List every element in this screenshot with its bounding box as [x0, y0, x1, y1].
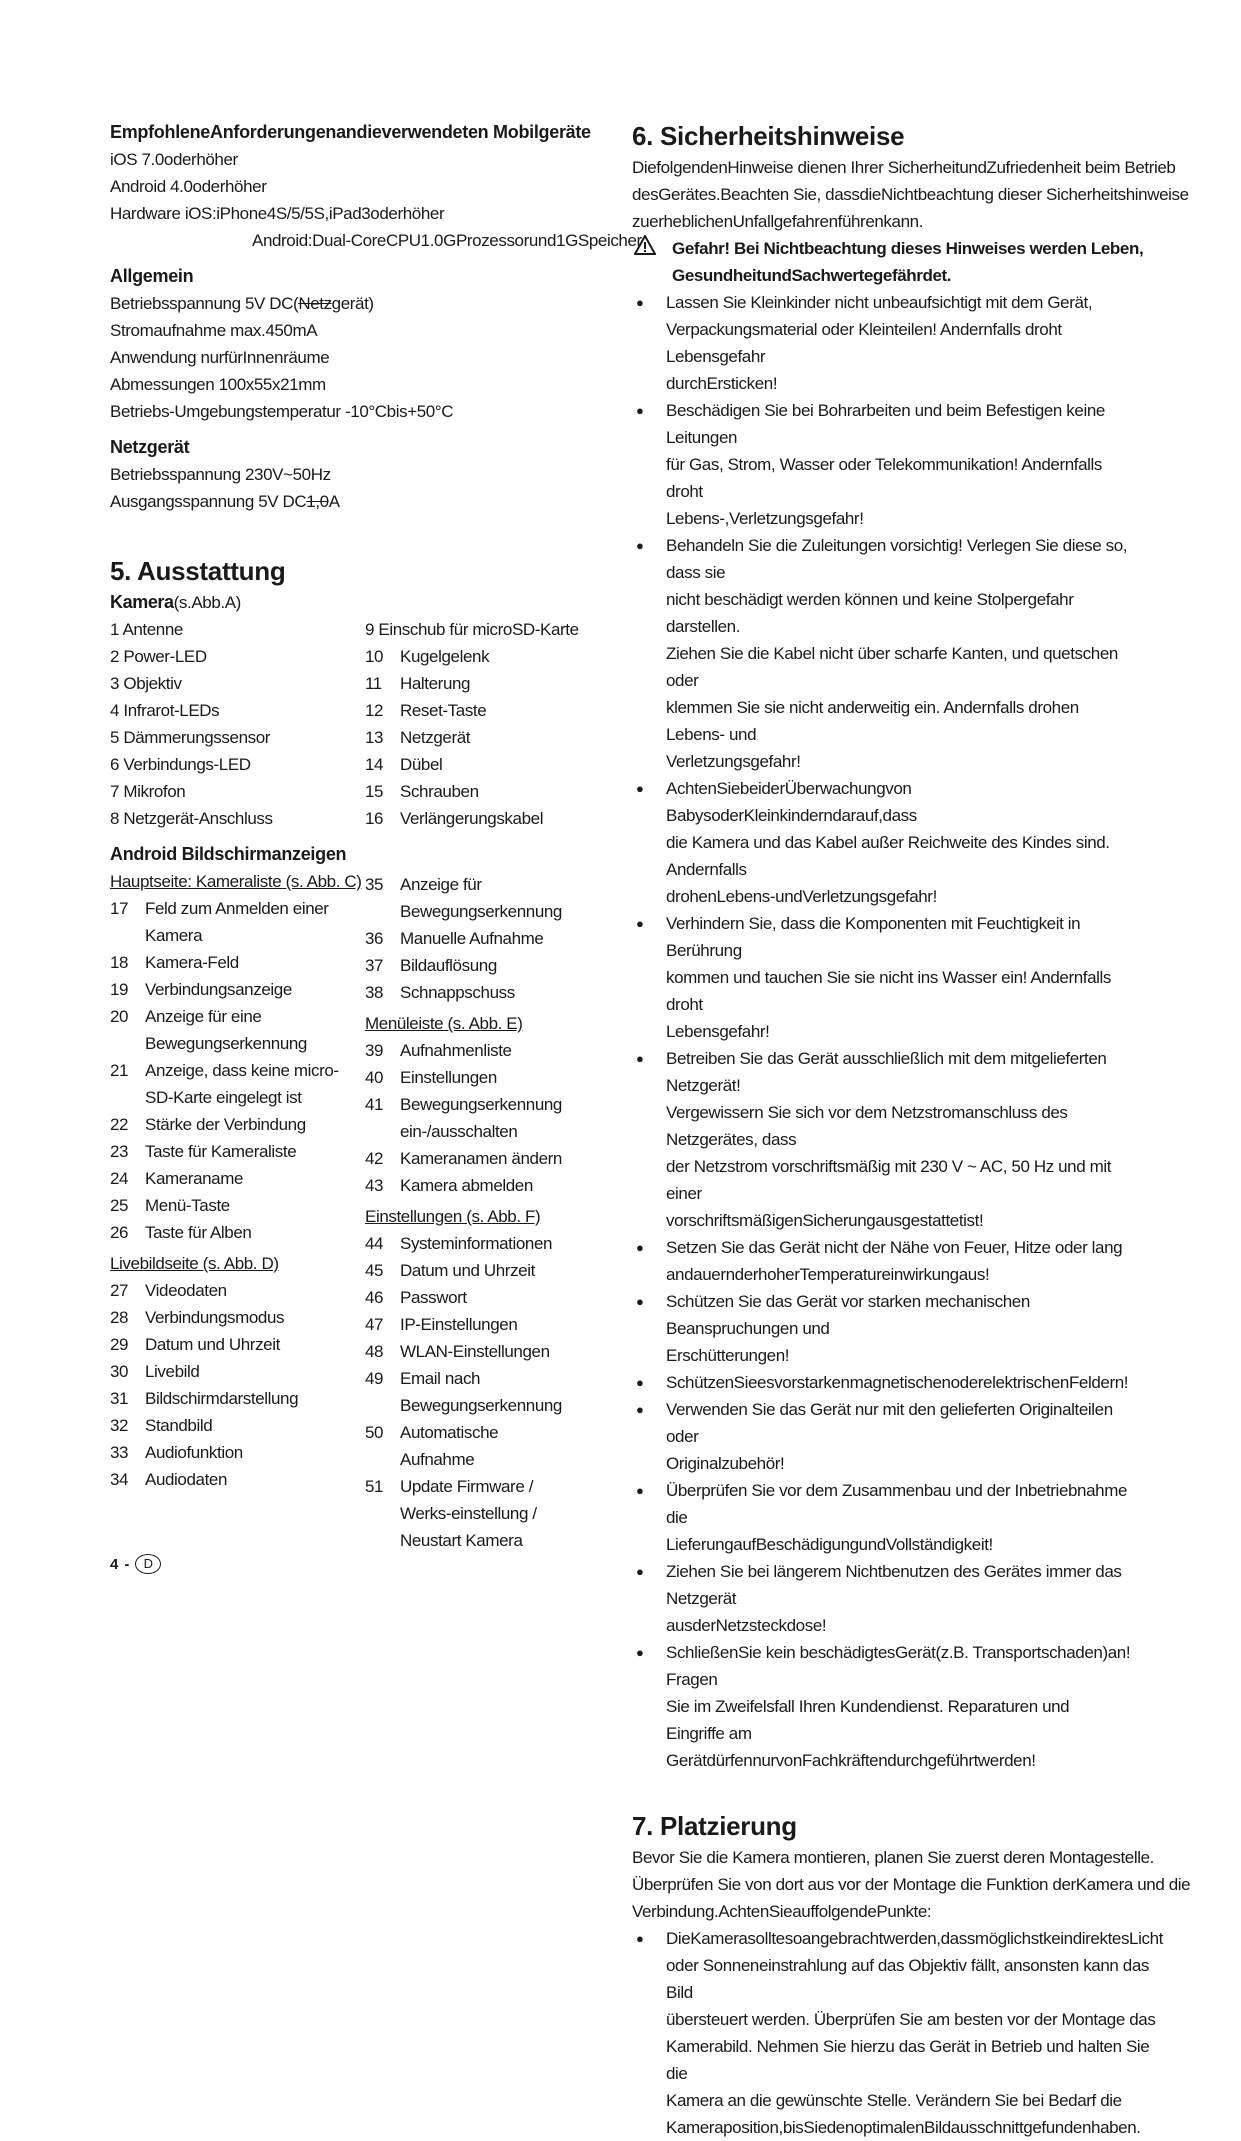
list-item: [365, 1091, 565, 1145]
list-item: [110, 1466, 345, 1493]
list-item: [110, 1358, 345, 1385]
item-text: Anzeige für eine Bewegungserkennung: [145, 1007, 307, 1053]
einstellungen-label: Einstellungen (s. Abb. F): [365, 1207, 541, 1226]
bullet-line: kommen und tauchen Sie sie nicht ins Wasser ein! Andernfalls droht: [666, 968, 1112, 1014]
item-number: 26: [110, 1223, 129, 1242]
bullet-text: [666, 1396, 1132, 1477]
bullet-text: [666, 1234, 1132, 1288]
item-number: 19: [110, 980, 129, 999]
item-number: 44: [365, 1234, 384, 1253]
bullet-dot-icon: ●: [636, 916, 644, 931]
list-item: 3 Objektiv: [110, 674, 182, 693]
left-column: [110, 118, 642, 1554]
bullet-line: Vergewissern Sie sich vor dem Netzstromanschluss des Netzgerätes, dass: [666, 1103, 1068, 1149]
list-item: [110, 1138, 345, 1165]
bullet-line: Kamera an die gewünschte Stelle. Verändern Sie bei Bedarf die: [666, 2091, 1122, 2110]
item-number: 12: [365, 701, 384, 720]
item-number: 29: [110, 1335, 129, 1354]
bullet-dot-icon: ●: [636, 1294, 644, 1309]
item-text: Reset-Taste: [400, 701, 487, 720]
list-item: [110, 1057, 345, 1111]
netzgeraet-heading: Netzgerät: [110, 437, 190, 457]
warning-triangle-icon: [632, 235, 672, 289]
safety-bullet: [632, 1045, 1132, 1234]
item-text: Automatische Aufnahme: [400, 1423, 499, 1469]
item-text: Stärke der Verbindung: [145, 1115, 306, 1134]
android-screens: [110, 840, 610, 1554]
bullet-line: Setzen Sie das Gerät nicht der Nähe von Feuer, Hitze oder lang: [666, 1238, 1123, 1257]
item-number: 15: [365, 782, 384, 801]
item-number: 17: [110, 899, 129, 918]
bullet-line: Betreiben Sie das Gerät ausschließlich mit dem mitgelieferten Netzgerät!: [666, 1049, 1107, 1095]
item-number: 16: [365, 809, 384, 828]
item-number: 43: [365, 1176, 384, 1195]
bullet-line: Lebens-,Verletzungsgefahr!: [666, 509, 864, 528]
item-text: IP-Einstellungen: [400, 1315, 518, 1334]
item-number: 42: [365, 1149, 384, 1168]
bullet-line: Kamerabild. Nehmen Sie hierzu das Gerät in Betrieb und halten Sie die: [666, 2037, 1150, 2083]
paragraph-line: zuerheblichenUnfallgefahrenführenkann.: [632, 212, 924, 231]
bullet-text: [666, 910, 1132, 1045]
item-text: Kamera abmelden: [400, 1176, 533, 1195]
list-item: [110, 976, 345, 1003]
item-number: 46: [365, 1288, 384, 1307]
safety-bullet: [632, 289, 1132, 397]
item-text: Audiodaten: [145, 1470, 228, 1489]
item-number: 23: [110, 1142, 129, 1161]
list-item: [365, 1037, 565, 1064]
bullet-text: [666, 532, 1132, 775]
list-item: 4 Infrarot-LEDs: [110, 701, 220, 720]
bullet-line: klemmen Sie sie nicht anderweitig ein. Andernfalls drohen Lebens- und: [666, 698, 1079, 744]
bullet-line: Kameraposition,bisSiedenoptimalenBildausschnittgefundenhaben.: [666, 2118, 1141, 2137]
list-item: [110, 1304, 345, 1331]
bullet-dot-icon: ●: [636, 403, 644, 418]
list-item: [365, 724, 610, 751]
item-text: WLAN-Einstellungen: [400, 1342, 550, 1361]
list-item: [110, 1003, 345, 1057]
item-text: Kameraname: [145, 1169, 244, 1188]
bullet-line: DieKamerasolltesoangebrachtwerden,dassmöglichstkeindirektesLicht: [666, 1929, 1163, 1948]
safety-bullet: [632, 1396, 1132, 1477]
item-number: 18: [110, 953, 129, 972]
list-item: [365, 1064, 565, 1091]
section-5-title: 5. Ausstattung: [110, 556, 286, 586]
warning-line: GesundheitundSachwertegefährdet.: [672, 266, 952, 285]
requirement-line: iOS 7.0oderhöher: [110, 150, 238, 169]
item-number: 45: [365, 1261, 384, 1280]
kamera-parts-right: [365, 616, 610, 832]
safety-bullet: [632, 1369, 1132, 1396]
list-item: [365, 1419, 575, 1473]
right-column: [632, 118, 1191, 2141]
bullet-dot-icon: ●: [636, 295, 644, 310]
android-screens-right: [365, 840, 610, 1554]
bullet-line: Beschädigen Sie bei Bohrarbeiten und beim Befestigen keine Leitungen: [666, 401, 1105, 447]
bullet-line: GerätdürfennurvonFachkräftendurchgeführtwerden!: [666, 1751, 1036, 1770]
list-item: [365, 643, 610, 670]
bullet-line: für Gas, Strom, Wasser oder Telekommunikation! Andernfalls droht: [666, 455, 1102, 501]
placement-bullet: [632, 1925, 1163, 2141]
item-number: 33: [110, 1443, 129, 1462]
item-number: 40: [365, 1068, 384, 1087]
bullet-text: [666, 1558, 1132, 1639]
paragraph-line: desGerätes.Beachten Sie, dassdieNichtbeachtung dieser Sicherheitshinweise: [632, 185, 1189, 204]
list-item: [110, 1439, 345, 1466]
bullet-line: AchtenSiebeiderÜberwachungvon BabysoderKleinkinderndarauf,dass: [666, 779, 917, 825]
item-number: 37: [365, 956, 384, 975]
item-text: Verbindungsanzeige: [145, 980, 292, 999]
spec-line: Abmessungen 100x55x21mm: [110, 375, 326, 394]
item-text: Schnappschuss: [400, 983, 515, 1002]
safety-bullet: [632, 1234, 1132, 1288]
bullet-dot-icon: ●: [636, 1931, 644, 1946]
list-item: [110, 1165, 345, 1192]
item-number: 48: [365, 1342, 384, 1361]
list-item: [365, 1473, 575, 1554]
list-item: [365, 670, 610, 697]
bullet-line: Verhindern Sie, dass die Komponenten mit Feuchtigkeit in Berührung: [666, 914, 1081, 960]
list-item: 9 Einschub für microSD-Karte: [365, 620, 579, 639]
list-item: 1 Antenne: [110, 620, 183, 639]
item-text: Verlängerungskabel: [400, 809, 544, 828]
danger-warning: [632, 235, 1144, 289]
item-number: 47: [365, 1315, 384, 1334]
list-item: [365, 1145, 565, 1172]
safety-bullet: [632, 1477, 1132, 1558]
bullet-line: Originalzubehör!: [666, 1454, 785, 1473]
item-text: Verbindungsmodus: [145, 1308, 285, 1327]
list-item: [365, 1257, 575, 1284]
item-text: Menü-Taste: [145, 1196, 230, 1215]
paragraph-line: DiefolgendenHinweise dienen Ihrer SicherheitundZufriedenheit beim Betrieb: [632, 158, 1176, 177]
bullet-text: [666, 397, 1132, 532]
safety-intro: [632, 154, 1189, 235]
item-text: Systeminformationen: [400, 1234, 553, 1253]
bullet-text: [666, 1288, 1132, 1369]
list-item: [110, 1277, 345, 1304]
list-item: [365, 1230, 575, 1257]
page-footer: [110, 1554, 161, 1574]
item-text: Netzgerät: [400, 728, 471, 747]
safety-bullet: [632, 910, 1132, 1045]
safety-bullet: [632, 397, 1132, 532]
list-item: [365, 778, 610, 805]
item-number: 10: [365, 647, 384, 666]
list-item: 6 Verbindungs-LED: [110, 755, 251, 774]
allgemein-heading: Allgemein: [110, 266, 194, 286]
section-6-title: 6. Sicherheitshinweise: [632, 121, 905, 151]
item-number: 11: [365, 674, 382, 693]
warning-line: Gefahr! Bei Nichtbeachtung dieses Hinweises werden Leben,: [672, 239, 1144, 258]
list-item: [365, 871, 565, 925]
item-text: Passwort: [400, 1288, 467, 1307]
bullet-text: [666, 1369, 1132, 1396]
item-number: 49: [365, 1369, 384, 1388]
kamera-heading: Kamera(s.Abb.A): [110, 592, 241, 612]
item-number: 14: [365, 755, 384, 774]
item-text: Videodaten: [145, 1281, 227, 1300]
item-text: Anzeige für Bewegungserkennung: [400, 875, 562, 921]
bullet-line: Lebensgefahr!: [666, 1022, 770, 1041]
android-heading: Android Bildschirmanzeigen: [110, 844, 347, 864]
item-number: 20: [110, 1007, 129, 1026]
list-item: [365, 1311, 575, 1338]
item-text: Standbild: [145, 1416, 213, 1435]
bullet-line: drohenLebens-undVerletzungsgefahr!: [666, 887, 937, 906]
item-text: Email nach Bewegungserkennung: [400, 1369, 562, 1415]
item-number: 36: [365, 929, 384, 948]
item-number: 32: [110, 1416, 129, 1435]
requirements-android-hw: Android:Dual-CoreCPU1.0GProzessorund1GSpeicher: [252, 231, 642, 250]
bullet-line: vorschriftsmäßigenSicherungausgestattetist!: [666, 1211, 984, 1230]
bullet-dot-icon: ●: [636, 1402, 644, 1417]
item-number: 13: [365, 728, 384, 747]
netzgeraet-input: Betriebsspannung 230V~50Hz: [110, 465, 331, 484]
kamera-parts-left: [110, 616, 365, 832]
bullet-line: Verletzungsgefahr!: [666, 752, 801, 771]
item-text: Bewegungserkennung ein-/ausschalten: [400, 1095, 562, 1141]
list-item: [110, 1192, 345, 1219]
item-text: Taste für Kameraliste: [145, 1142, 297, 1161]
item-text: Kugelgelenk: [400, 647, 490, 666]
item-text: Kameranamen ändern: [400, 1149, 562, 1168]
safety-bullet-list: [632, 289, 1132, 1774]
bullet-line: Sie im Zweifelsfall Ihren Kundendienst. Reparaturen und Eingriffe am: [666, 1697, 1070, 1743]
bullet-dot-icon: ●: [636, 538, 644, 553]
menueleiste-label: Menüleiste (s. Abb. E): [365, 1014, 523, 1033]
bullet-line: SchützenSieesvorstarkenmagnetischenoderelektrischenFeldern!: [666, 1373, 1129, 1392]
list-item: [365, 1284, 575, 1311]
item-text: Bildauflösung: [400, 956, 497, 975]
list-item: 8 Netzgerät-Anschluss: [110, 809, 273, 828]
item-number: 27: [110, 1281, 129, 1300]
bullet-line: übersteuert werden. Überprüfen Sie am besten vor der Montage das: [666, 2010, 1156, 2029]
language-badge: D: [135, 1554, 161, 1574]
requirement-line: Hardware iOS:iPhone4S/5/5S,iPad3oderhöher: [110, 204, 445, 223]
bullet-line: Überprüfen Sie vor dem Zusammenbau und der Inbetriebnahme die: [666, 1481, 1128, 1527]
spec-line: Stromaufnahme max.450mA: [110, 321, 318, 340]
allgemein-list: [110, 317, 610, 425]
bullet-line: Behandeln Sie die Zuleitungen vorsichtig! Verlegen Sie diese so, dass sie: [666, 536, 1128, 582]
bullet-line: SchließenSie kein beschädigtesGerät(z.B. Transportschaden)an! Fragen: [666, 1643, 1131, 1689]
item-text: Taste für Alben: [145, 1223, 252, 1242]
list-item: [110, 1412, 345, 1439]
allgemein-voltage: Betriebsspannung 5V DC(Netzgerät): [110, 294, 374, 313]
safety-bullet: [632, 775, 1132, 910]
bullet-line: Ziehen Sie die Kabel nicht über scharfe Kanten, und quetschen oder: [666, 644, 1118, 690]
item-text: Aufnahmenliste: [400, 1041, 512, 1060]
safety-bullet: [632, 532, 1132, 775]
paragraph-line: Überprüfen Sie von dort aus vor der Montage die Funktion derKamera und die: [632, 1875, 1191, 1894]
bullet-line: die Kamera und das Kabel außer Reichweite des Kindes sind. Andernfalls: [666, 833, 1110, 879]
list-item: [365, 697, 610, 724]
item-text: Datum und Uhrzeit: [400, 1261, 535, 1280]
bullet-text: [666, 775, 1132, 910]
list-item: [110, 1385, 345, 1412]
bullet-dot-icon: ●: [636, 781, 644, 796]
item-text: Manuelle Aufnahme: [400, 929, 544, 948]
page-number: 4: [110, 1555, 119, 1573]
bullet-line: andauernderhoherTemperatureinwirkungaus!: [666, 1265, 990, 1284]
item-number: 31: [110, 1389, 129, 1408]
bullet-line: ausderNetzsteckdose!: [666, 1616, 827, 1635]
item-number: 38: [365, 983, 384, 1002]
bullet-dot-icon: ●: [636, 1051, 644, 1066]
item-text: Update Firmware / Werks-einstellung / Neustart Kamera: [400, 1477, 537, 1550]
bullet-line: Schützen Sie das Gerät vor starken mechanischen Beanspruchungen und: [666, 1292, 1030, 1338]
list-item: [365, 925, 565, 952]
item-text: Anzeige, dass keine micro-SD-Karte eingelegt ist: [145, 1061, 339, 1107]
paragraph-line: Verbindung.AchtenSieauffolgendePunkte:: [632, 1902, 932, 1921]
item-text: Kamera-Feld: [145, 953, 239, 972]
bullet-line: Verwenden Sie das Gerät nur mit den gelieferten Originalteilen oder: [666, 1400, 1113, 1446]
item-text: Schrauben: [400, 782, 479, 801]
spec-line: Betriebs-Umgebungstemperatur -10°Cbis+50°C: [110, 402, 454, 421]
item-text: Audiofunktion: [145, 1443, 243, 1462]
bullet-line: nicht beschädigt werden können und keine Stolpergefahr darstellen.: [666, 590, 1074, 636]
requirements-heading: EmpfohleneAnforderungenandieverwendeten Mobilgeräte: [110, 122, 591, 142]
bullet-line: durchErsticken!: [666, 374, 778, 393]
list-item: [110, 1219, 345, 1246]
bullet-text: [666, 1477, 1132, 1558]
bullet-line: Lassen Sie Kleinkinder nicht unbeaufsichtigt mit dem Gerät,: [666, 293, 1093, 312]
item-text: Livebild: [145, 1362, 200, 1381]
list-item: [365, 952, 565, 979]
bullet-line: oder Sonneneinstrahlung auf das Objektiv fällt, ansonsten kann das Bild: [666, 1956, 1149, 2002]
list-item: [365, 751, 610, 778]
item-text: Dübel: [400, 755, 443, 774]
item-text: Feld zum Anmelden einer Kamera: [145, 899, 329, 945]
bullet-line: Ziehen Sie bei längerem Nichtbenutzen des Gerätes immer das Netzgerät: [666, 1562, 1122, 1608]
bullet-line: Verpackungsmaterial oder Kleinteilen! Andernfalls droht Lebensgefahr: [666, 320, 1062, 366]
spec-line: Anwendung nurfürInnenräume: [110, 348, 330, 367]
list-item: [110, 949, 345, 976]
hauptseite-label: Hauptseite: Kameraliste (s. Abb. C): [110, 872, 362, 891]
livebild-label: Livebildseite (s. Abb. D): [110, 1254, 279, 1273]
item-number: 41: [365, 1095, 384, 1114]
bullet-dot-icon: ●: [636, 1240, 644, 1255]
list-item: [110, 1111, 345, 1138]
item-text: Datum und Uhrzeit: [145, 1335, 280, 1354]
requirements-list: [110, 146, 610, 227]
bullet-line: Erschütterungen!: [666, 1346, 790, 1365]
safety-bullet: [632, 1288, 1132, 1369]
paragraph-line: Bevor Sie die Kamera montieren, planen Sie zuerst deren Montagestelle.: [632, 1848, 1154, 1867]
item-number: 39: [365, 1041, 384, 1060]
list-item: [365, 979, 565, 1006]
item-number: 25: [110, 1196, 129, 1215]
bullet-dot-icon: ●: [636, 1375, 644, 1390]
item-number: 34: [110, 1470, 129, 1489]
item-number: 24: [110, 1169, 129, 1188]
item-number: 50: [365, 1423, 384, 1442]
list-item: [365, 1338, 575, 1365]
bullet-line: der Netzstrom vorschriftsmäßig mit 230 V ~ AC, 50 Hz und mit einer: [666, 1157, 1112, 1203]
bullet-text: [666, 289, 1132, 397]
list-item: 7 Mikrofon: [110, 782, 186, 801]
bullet-text: [666, 1045, 1132, 1234]
item-number: 22: [110, 1115, 129, 1134]
item-number: 30: [110, 1362, 129, 1381]
netzgeraet-output: Ausgangsspannung 5V DC1,0A: [110, 492, 340, 511]
list-item: [365, 805, 610, 832]
item-text: Bildschirmdarstellung: [145, 1389, 299, 1408]
list-item: 5 Dämmerungssensor: [110, 728, 271, 747]
safety-bullet: [632, 1558, 1132, 1639]
placement-intro: [632, 1844, 1191, 1925]
item-number: 51: [365, 1477, 384, 1496]
bullet-dot-icon: ●: [636, 1483, 644, 1498]
list-item: [110, 1331, 345, 1358]
list-item: [365, 1172, 565, 1199]
item-number: 21: [110, 1061, 129, 1080]
requirement-line: Android 4.0oderhöher: [110, 177, 267, 196]
kamera-parts: [110, 616, 610, 832]
bullet-line: LieferungaufBeschädigungundVollständigkeit!: [666, 1535, 993, 1554]
item-number: 35: [365, 875, 384, 894]
list-item: 2 Power-LED: [110, 647, 207, 666]
item-number: 28: [110, 1308, 129, 1327]
footer-separator: -: [124, 1555, 130, 1573]
android-screens-left: [110, 840, 365, 1554]
bullet-dot-icon: ●: [636, 1645, 644, 1660]
list-item: [110, 895, 345, 949]
bullet-dot-icon: ●: [636, 1564, 644, 1579]
item-text: Halterung: [400, 674, 471, 693]
section-7-title: 7. Platzierung: [632, 1811, 797, 1841]
item-text: Einstellungen: [400, 1068, 497, 1087]
list-item: [365, 1365, 575, 1419]
